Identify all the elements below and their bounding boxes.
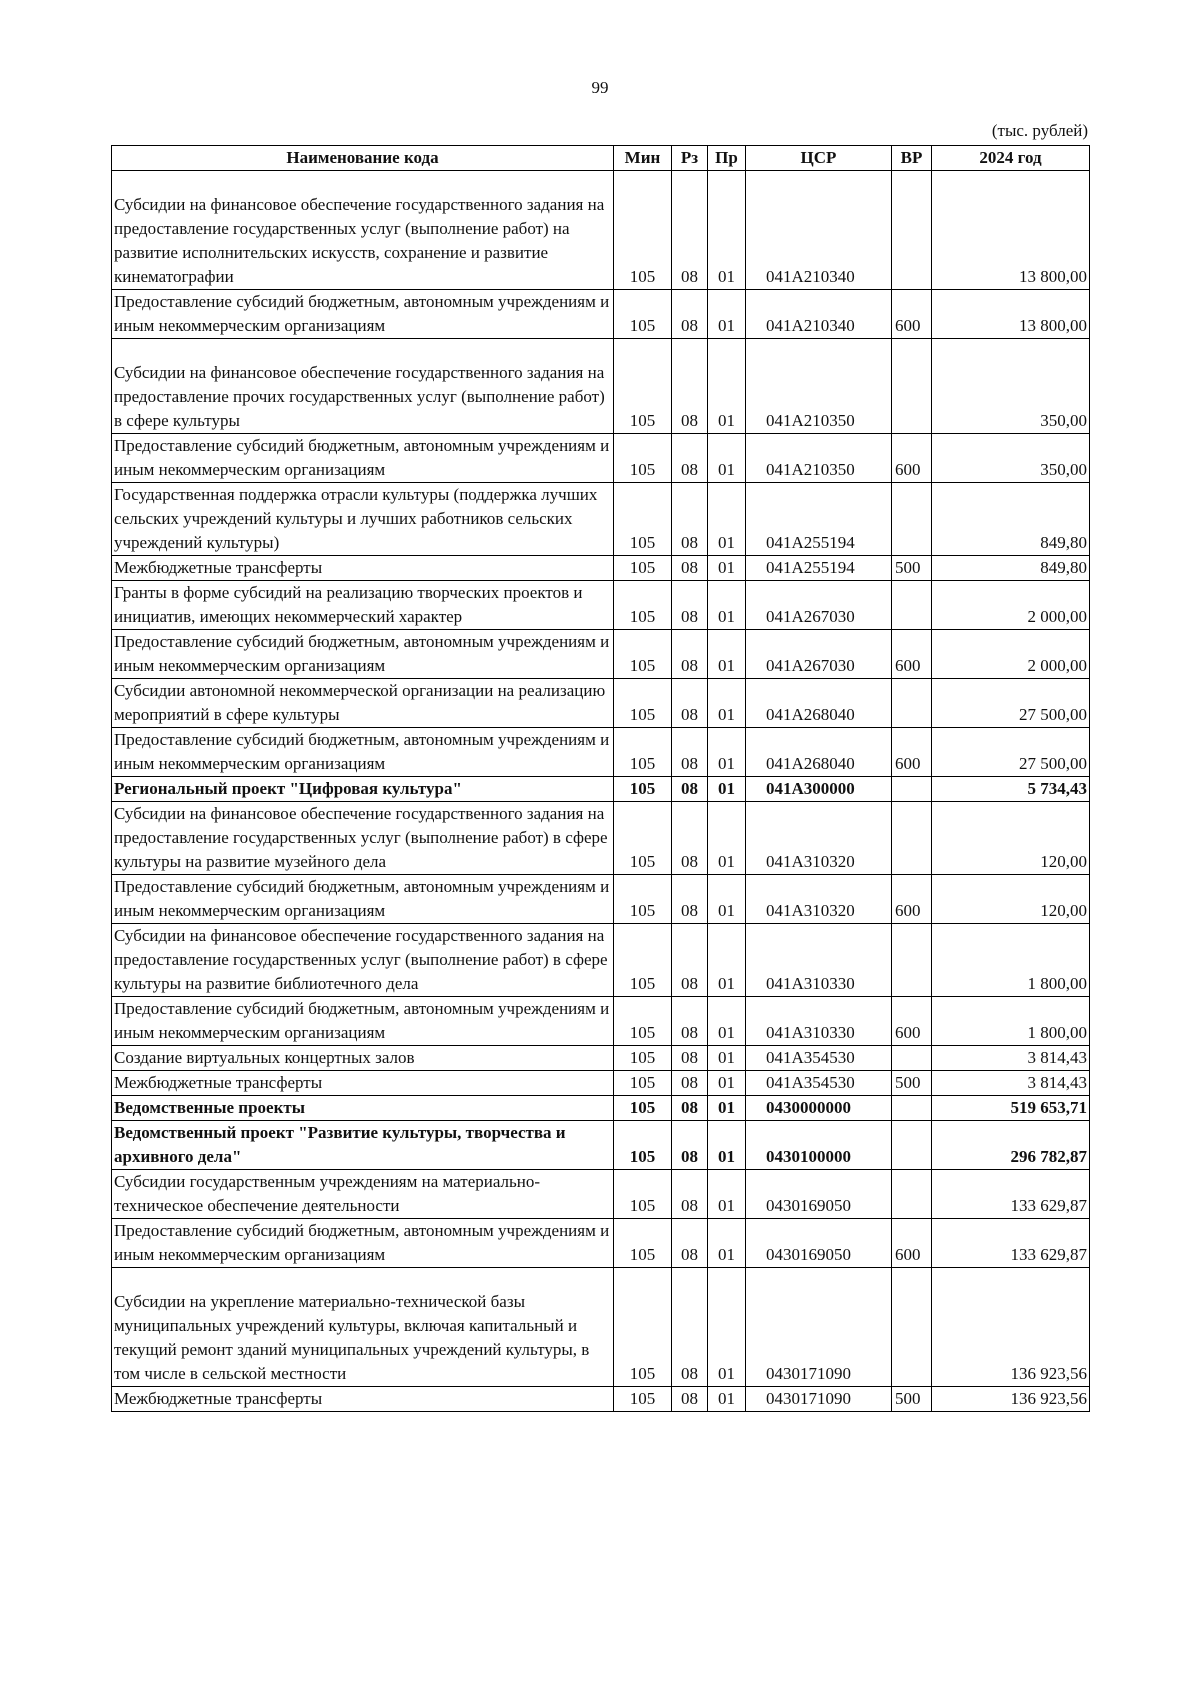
table-row	[112, 483, 1090, 556]
page-number: 99	[591, 78, 609, 97]
cell-amount: 13 800,00	[932, 171, 1090, 290]
cell-csr: 041A255194	[746, 556, 892, 581]
cell-name: Ведомственные проекты	[112, 1096, 614, 1121]
cell-vr	[892, 924, 932, 997]
cell-min: 105	[614, 171, 672, 290]
cell-amount: 136 923,56	[932, 1387, 1090, 1412]
cell-amount: 13 800,00	[932, 290, 1090, 339]
cell-pr: 01	[708, 1071, 746, 1096]
cell-rz: 08	[672, 290, 708, 339]
cell-amount: 136 923,56	[932, 1268, 1090, 1387]
cell-name: Субсидии на финансовое обеспечение государственного задания на предоставление государственных услуг (выполнение работ) на развитие исполнительских искусств, сохранение и развитие кинематографии	[112, 171, 614, 290]
cell-min: 105	[614, 1219, 672, 1268]
cell-pr: 01	[708, 483, 746, 556]
cell-csr: 0430171090	[746, 1268, 892, 1387]
cell-vr	[892, 483, 932, 556]
table-row	[112, 1046, 1090, 1071]
header-year: 2024 год	[932, 146, 1090, 171]
cell-amount: 5 734,43	[932, 777, 1090, 802]
cell-csr: 041A354530	[746, 1071, 892, 1096]
cell-rz: 08	[672, 630, 708, 679]
cell-csr: 041A310330	[746, 997, 892, 1046]
cell-min: 105	[614, 483, 672, 556]
cell-csr: 041A268040	[746, 728, 892, 777]
cell-csr: 041A310320	[746, 802, 892, 875]
cell-pr: 01	[708, 1170, 746, 1219]
cell-pr: 01	[708, 679, 746, 728]
table-row	[112, 556, 1090, 581]
cell-csr: 0430169050	[746, 1170, 892, 1219]
cell-csr: 041A210350	[746, 434, 892, 483]
cell-min: 105	[614, 339, 672, 434]
cell-vr: 600	[892, 434, 932, 483]
cell-csr: 0430169050	[746, 1219, 892, 1268]
cell-vr: 600	[892, 290, 932, 339]
cell-min: 105	[614, 1046, 672, 1071]
cell-name: Предоставление субсидий бюджетным, автономным учреждениям и иным некоммерческим организациям	[112, 1219, 614, 1268]
cell-rz: 08	[672, 728, 708, 777]
cell-rz: 08	[672, 802, 708, 875]
cell-csr: 041A210340	[746, 290, 892, 339]
cell-vr	[892, 1170, 932, 1219]
cell-csr: 0430100000	[746, 1121, 892, 1170]
cell-rz: 08	[672, 1046, 708, 1071]
header-name: Наименование кода	[112, 146, 614, 171]
cell-pr: 01	[708, 728, 746, 777]
cell-min: 105	[614, 802, 672, 875]
cell-rz: 08	[672, 1268, 708, 1387]
cell-min: 105	[614, 434, 672, 483]
cell-rz: 08	[672, 1071, 708, 1096]
cell-amount: 120,00	[932, 875, 1090, 924]
table-row	[112, 777, 1090, 802]
cell-name: Межбюджетные трансферты	[112, 1071, 614, 1096]
cell-rz: 08	[672, 1096, 708, 1121]
cell-rz: 08	[672, 556, 708, 581]
cell-rz: 08	[672, 1387, 708, 1412]
cell-amount: 350,00	[932, 339, 1090, 434]
cell-amount: 27 500,00	[932, 728, 1090, 777]
cell-pr: 01	[708, 997, 746, 1046]
cell-amount: 120,00	[932, 802, 1090, 875]
cell-pr: 01	[708, 1046, 746, 1071]
cell-min: 105	[614, 556, 672, 581]
table-row	[112, 1170, 1090, 1219]
cell-pr: 01	[708, 1219, 746, 1268]
cell-pr: 01	[708, 924, 746, 997]
cell-amount: 350,00	[932, 434, 1090, 483]
cell-rz: 08	[672, 777, 708, 802]
cell-min: 105	[614, 924, 672, 997]
cell-min: 105	[614, 1387, 672, 1412]
cell-rz: 08	[672, 875, 708, 924]
cell-pr: 01	[708, 1387, 746, 1412]
cell-name: Субсидии на финансовое обеспечение государственного задания на предоставление государственных услуг (выполнение работ) в сфере культуры на развитие музейного дела	[112, 802, 614, 875]
cell-csr: 0430000000	[746, 1096, 892, 1121]
cell-csr: 041A268040	[746, 679, 892, 728]
cell-min: 105	[614, 679, 672, 728]
table-row	[112, 339, 1090, 434]
cell-min: 105	[614, 875, 672, 924]
cell-vr: 600	[892, 875, 932, 924]
cell-amount: 2 000,00	[932, 630, 1090, 679]
cell-name: Предоставление субсидий бюджетным, автономным учреждениям и иным некоммерческим организациям	[112, 875, 614, 924]
table-row	[112, 728, 1090, 777]
table-row	[112, 924, 1090, 997]
cell-name: Предоставление субсидий бюджетным, автономным учреждениям и иным некоммерческим организациям	[112, 434, 614, 483]
cell-csr: 041A310320	[746, 875, 892, 924]
table-row	[112, 1071, 1090, 1096]
cell-min: 105	[614, 1121, 672, 1170]
header-csr: ЦСР	[746, 146, 892, 171]
table-row	[112, 581, 1090, 630]
cell-min: 105	[614, 1268, 672, 1387]
cell-amount: 849,80	[932, 483, 1090, 556]
cell-pr: 01	[708, 556, 746, 581]
cell-rz: 08	[672, 171, 708, 290]
header-min: Мин	[614, 146, 672, 171]
cell-name: Межбюджетные трансферты	[112, 1387, 614, 1412]
cell-vr: 600	[892, 728, 932, 777]
cell-csr: 041A310330	[746, 924, 892, 997]
cell-pr: 01	[708, 1268, 746, 1387]
cell-pr: 01	[708, 802, 746, 875]
cell-rz: 08	[672, 483, 708, 556]
cell-pr: 01	[708, 434, 746, 483]
cell-vr	[892, 1096, 932, 1121]
cell-name: Региональный проект "Цифровая культура"	[112, 777, 614, 802]
cell-vr	[892, 581, 932, 630]
cell-vr: 600	[892, 997, 932, 1046]
cell-csr: 0430171090	[746, 1387, 892, 1412]
cell-pr: 01	[708, 777, 746, 802]
cell-amount: 519 653,71	[932, 1096, 1090, 1121]
table-row	[112, 875, 1090, 924]
budget-table	[111, 145, 1090, 1412]
table-row	[112, 802, 1090, 875]
cell-name: Субсидии на финансовое обеспечение государственного задания на предоставление прочих государственных услуг (выполнение работ) в сфере культуры	[112, 339, 614, 434]
cell-rz: 08	[672, 339, 708, 434]
cell-pr: 01	[708, 1121, 746, 1170]
cell-csr: 041A267030	[746, 630, 892, 679]
cell-amount: 1 800,00	[932, 924, 1090, 997]
cell-min: 105	[614, 728, 672, 777]
cell-name: Субсидии автономной некоммерческой организации на реализацию мероприятий в сфере культуры	[112, 679, 614, 728]
header-rz: Рз	[672, 146, 708, 171]
cell-name: Предоставление субсидий бюджетным, автономным учреждениям и иным некоммерческим организациям	[112, 997, 614, 1046]
cell-rz: 08	[672, 581, 708, 630]
cell-vr: 500	[892, 556, 932, 581]
cell-rz: 08	[672, 434, 708, 483]
cell-vr	[892, 679, 932, 728]
cell-min: 105	[614, 1071, 672, 1096]
table-row	[112, 434, 1090, 483]
table-row	[112, 630, 1090, 679]
cell-csr: 041A210350	[746, 339, 892, 434]
cell-amount: 133 629,87	[932, 1170, 1090, 1219]
cell-pr: 01	[708, 1096, 746, 1121]
cell-vr	[892, 1121, 932, 1170]
table-row	[112, 1121, 1090, 1170]
cell-amount: 27 500,00	[932, 679, 1090, 728]
cell-amount: 3 814,43	[932, 1046, 1090, 1071]
cell-csr: 041A255194	[746, 483, 892, 556]
cell-min: 105	[614, 630, 672, 679]
cell-name: Ведомственный проект "Развитие культуры, творчества и архивного дела"	[112, 1121, 614, 1170]
cell-rz: 08	[672, 924, 708, 997]
units-label: (тыс. рублей)	[991, 121, 1088, 140]
cell-vr: 500	[892, 1387, 932, 1412]
cell-pr: 01	[708, 290, 746, 339]
header-pr: Пр	[708, 146, 746, 171]
cell-vr	[892, 802, 932, 875]
cell-rz: 08	[672, 1219, 708, 1268]
cell-pr: 01	[708, 339, 746, 434]
cell-amount: 849,80	[932, 556, 1090, 581]
cell-pr: 01	[708, 171, 746, 290]
cell-pr: 01	[708, 630, 746, 679]
cell-amount: 2 000,00	[932, 581, 1090, 630]
cell-amount: 296 782,87	[932, 1121, 1090, 1170]
cell-name: Предоставление субсидий бюджетным, автономным учреждениям и иным некоммерческим организациям	[112, 630, 614, 679]
cell-rz: 08	[672, 1170, 708, 1219]
table-row	[112, 1387, 1090, 1412]
table-row	[112, 290, 1090, 339]
cell-min: 105	[614, 581, 672, 630]
cell-min: 105	[614, 997, 672, 1046]
cell-pr: 01	[708, 875, 746, 924]
cell-amount: 3 814,43	[932, 1071, 1090, 1096]
header-vr: ВР	[892, 146, 932, 171]
cell-csr: 041A300000	[746, 777, 892, 802]
cell-min: 105	[614, 290, 672, 339]
cell-vr	[892, 339, 932, 434]
cell-min: 105	[614, 777, 672, 802]
table-row	[112, 1096, 1090, 1121]
cell-csr: 041A267030	[746, 581, 892, 630]
cell-min: 105	[614, 1096, 672, 1121]
cell-rz: 08	[672, 1121, 708, 1170]
cell-rz: 08	[672, 679, 708, 728]
cell-name: Гранты в форме субсидий на реализацию творческих проектов и инициатив, имеющих некоммерческий характер	[112, 581, 614, 630]
cell-amount: 1 800,00	[932, 997, 1090, 1046]
table-row	[112, 679, 1090, 728]
cell-name: Субсидии на финансовое обеспечение государственного задания на предоставление государственных услуг (выполнение работ) в сфере культуры на развитие библиотечного дела	[112, 924, 614, 997]
cell-csr: 041A210340	[746, 171, 892, 290]
cell-vr	[892, 777, 932, 802]
cell-vr: 500	[892, 1071, 932, 1096]
cell-vr: 600	[892, 630, 932, 679]
cell-name: Субсидии государственным учреждениям на материально-техническое обеспечение деятельности	[112, 1170, 614, 1219]
cell-vr	[892, 1268, 932, 1387]
cell-vr: 600	[892, 1219, 932, 1268]
cell-name: Субсидии на укрепление материально-технической базы муниципальных учреждений культуры, включая капитальный и текущий ремонт зданий муниципальных учреждений культуры, в том числе в сельской местности	[112, 1268, 614, 1387]
cell-pr: 01	[708, 581, 746, 630]
cell-vr	[892, 171, 932, 290]
table-row	[112, 1219, 1090, 1268]
cell-rz: 08	[672, 997, 708, 1046]
cell-vr	[892, 1046, 932, 1071]
cell-name: Государственная поддержка отрасли культуры (поддержка лучших сельских учреждений культуры и лучших работников сельских учреждений культуры)	[112, 483, 614, 556]
cell-name: Межбюджетные трансферты	[112, 556, 614, 581]
table-header-row	[112, 146, 1090, 171]
cell-amount: 133 629,87	[932, 1219, 1090, 1268]
table-row	[112, 171, 1090, 290]
table-row	[112, 1268, 1090, 1387]
cell-csr: 041A354530	[746, 1046, 892, 1071]
cell-name: Создание виртуальных концертных залов	[112, 1046, 614, 1071]
cell-name: Предоставление субсидий бюджетным, автономным учреждениям и иным некоммерческим организациям	[112, 290, 614, 339]
cell-name: Предоставление субсидий бюджетным, автономным учреждениям и иным некоммерческим организациям	[112, 728, 614, 777]
table-row	[112, 997, 1090, 1046]
cell-min: 105	[614, 1170, 672, 1219]
table-body	[112, 171, 1090, 1412]
